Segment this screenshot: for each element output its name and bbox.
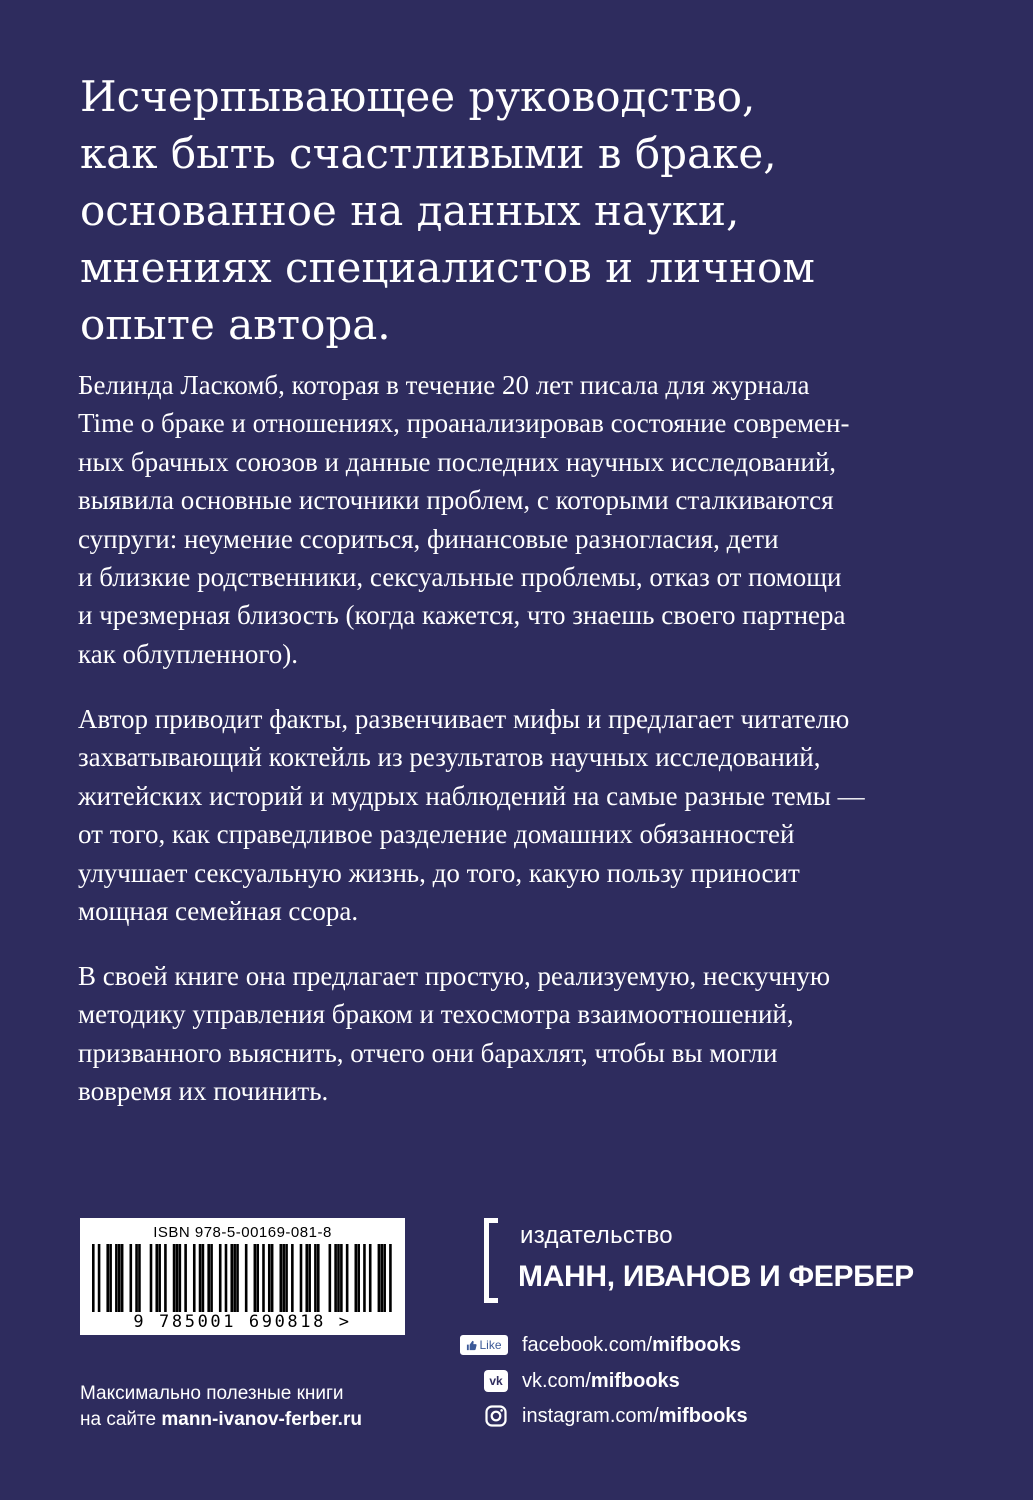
paragraph-line: мощная семейная ссора. <box>78 896 359 927</box>
barcode-bar <box>389 1244 392 1312</box>
barcode-bar <box>230 1244 233 1312</box>
barcode-bar <box>363 1244 366 1312</box>
publisher-name: МАНН, ИВАНОВ И ФЕРБЕР <box>518 1260 914 1293</box>
headline-line: как быть счастливыми в браке, <box>80 129 777 178</box>
isbn-number: ISBN 978-5-00169-081-8 <box>153 1224 332 1241</box>
instagram-icon <box>460 1405 508 1427</box>
barcode-bar <box>256 1244 259 1312</box>
paragraph-line: захватывающий коктейль из результатов научных исследований, <box>78 742 821 773</box>
barcode-bar <box>199 1244 202 1312</box>
ean-digits: 9 785001 690818 > <box>133 1312 352 1332</box>
barcode-bar <box>355 1244 358 1312</box>
facebook-link[interactable] <box>522 1332 741 1358</box>
paragraph-line: методику управления браком и техосмотра взаимоотношений, <box>78 999 794 1030</box>
barcode-bar <box>314 1244 317 1312</box>
barcode-bar <box>254 1244 257 1312</box>
barcode-bar <box>158 1244 161 1312</box>
barcode-bar <box>380 1244 383 1312</box>
barcode-bar <box>207 1244 210 1312</box>
barcode-bar <box>193 1244 196 1312</box>
barcode-bar <box>109 1244 112 1312</box>
barcode-bar <box>121 1244 124 1312</box>
barcode-bar <box>115 1244 118 1312</box>
website-link[interactable]: mann-ivanov-ferber.ru <box>161 1409 362 1430</box>
vk-link[interactable] <box>522 1368 680 1394</box>
barcode-bar <box>340 1244 343 1312</box>
paragraph-line: выявила основные источники проблем, с которыми сталкиваются <box>78 485 834 516</box>
barcode-bar <box>106 1244 109 1312</box>
barcode-bar <box>179 1244 182 1312</box>
barcode-bar <box>225 1244 228 1312</box>
barcode-bar <box>346 1244 349 1312</box>
barcode-bar <box>300 1244 303 1312</box>
paragraph-line: супруги: неумение ссориться, финансовые разногласия, дети <box>78 523 779 554</box>
barcode-bar <box>130 1244 133 1312</box>
facebook-handle: mifbooks <box>652 1334 741 1356</box>
barcode-bar <box>173 1244 176 1312</box>
paragraph-line: Time о браке и отношениях, проанализировав состояние современ- <box>78 408 850 439</box>
facebook-like-icon <box>460 1334 508 1356</box>
headline <box>80 68 980 353</box>
barcode-bar <box>369 1244 372 1312</box>
description-paragraph-1 <box>78 366 978 673</box>
paragraph-line: призванного выяснить, отчего они барахлят, чтобы вы могли <box>78 1037 778 1068</box>
headline-line: основанное на данных науки, <box>80 186 740 235</box>
description-paragraph-3 <box>78 957 978 1111</box>
isbn-barcode <box>80 1218 405 1335</box>
social-facebook[interactable] <box>460 1332 960 1360</box>
barcode-bar <box>285 1244 288 1312</box>
barcode-bar <box>271 1244 274 1312</box>
publisher-bracket <box>484 1218 498 1303</box>
paragraph-line: Белинда Ласкомб, которая в течение 20 лет писала для журнала <box>78 370 810 400</box>
barcode-bar <box>245 1244 248 1312</box>
barcode-bar <box>378 1244 381 1312</box>
facebook-prefix: facebook.com/ <box>522 1334 653 1356</box>
barcode-bar <box>280 1244 283 1312</box>
website-note <box>80 1381 362 1433</box>
vk-icon <box>460 1370 508 1392</box>
paragraph-line: улучшает сексуальную жизнь, до того, какую пользу приносит <box>78 857 800 888</box>
barcode-bar <box>164 1244 167 1312</box>
barcode-bar <box>135 1244 138 1312</box>
instagram-handle: mifbooks <box>658 1405 748 1427</box>
barcode-bar <box>98 1244 101 1312</box>
barcode-bar <box>262 1244 265 1312</box>
paragraph-line: и близкие родственники, сексуальные проблемы, отказ от помощи <box>78 562 842 593</box>
instagram-prefix: instagram.com/ <box>522 1405 659 1427</box>
barcode-bar <box>202 1244 205 1312</box>
vk-prefix: vk.com/ <box>522 1370 591 1392</box>
website-note-line <box>80 1407 362 1433</box>
barcode-bar <box>155 1244 158 1312</box>
barcode-bar <box>118 1244 121 1312</box>
headline-line: мнениях специалистов и личном <box>80 243 815 292</box>
barcode-bar <box>184 1244 187 1312</box>
vk-badge: vk <box>484 1370 508 1392</box>
publisher-label: издательство <box>520 1222 673 1249</box>
headline-line: Исчерпывающее руководство, <box>80 72 756 121</box>
website-note-prefix: на сайте <box>80 1409 162 1430</box>
social-vk[interactable] <box>460 1368 960 1396</box>
description-paragraph-2 <box>78 700 978 930</box>
barcode-bar <box>357 1244 360 1312</box>
barcode-bar <box>150 1244 153 1312</box>
barcode-bar <box>291 1244 294 1312</box>
like-label: Like <box>479 1338 502 1352</box>
barcode-bar <box>317 1244 320 1312</box>
barcode-bar <box>383 1244 386 1312</box>
social-instagram[interactable] <box>460 1403 960 1431</box>
barcode-bar <box>210 1244 213 1312</box>
paragraph-line: В своей книге она предлагает простую, реализуемую, нескучную <box>78 961 831 991</box>
instagram-glyph <box>484 1404 508 1428</box>
headline-line: опыте автора. <box>80 300 391 349</box>
barcode-bar <box>305 1244 308 1312</box>
paragraph-line: от того, как справедливое разделение домашних обязанностей <box>78 819 795 850</box>
instagram-link[interactable] <box>522 1403 748 1429</box>
vk-handle: mifbooks <box>590 1370 680 1392</box>
paragraph-line: и чрезмерная близость (когда кажется, что знаешь своего партнера <box>78 600 846 631</box>
barcode-bar <box>92 1244 95 1312</box>
website-note-line: Максимально полезные книги <box>80 1383 344 1404</box>
paragraph-line: Автор приводит факты, развенчивает мифы и предлагает читателю <box>78 704 850 734</box>
barcode-bar <box>308 1244 311 1312</box>
barcode-bar <box>138 1244 141 1312</box>
barcode-bar <box>334 1244 337 1312</box>
barcode-bar <box>337 1244 340 1312</box>
barcode-bar <box>329 1244 332 1312</box>
paragraph-line: ных брачных союзов и данные последних научных исследований, <box>78 446 837 477</box>
barcode-bar <box>282 1244 285 1312</box>
barcode-bar <box>236 1244 239 1312</box>
paragraph-line: житейских историй и мудрых наблюдений на самые разные темы — <box>78 780 865 811</box>
barcode-bar <box>233 1244 236 1312</box>
paragraph-line: как облупленного). <box>78 638 299 669</box>
barcode-bar <box>268 1244 271 1312</box>
thumbs-up-icon <box>466 1340 477 1351</box>
barcode-bar <box>176 1244 179 1312</box>
paragraph-line: вовремя их починить. <box>78 1076 329 1107</box>
barcode-bars <box>92 1244 392 1312</box>
barcode-bar <box>219 1244 222 1312</box>
